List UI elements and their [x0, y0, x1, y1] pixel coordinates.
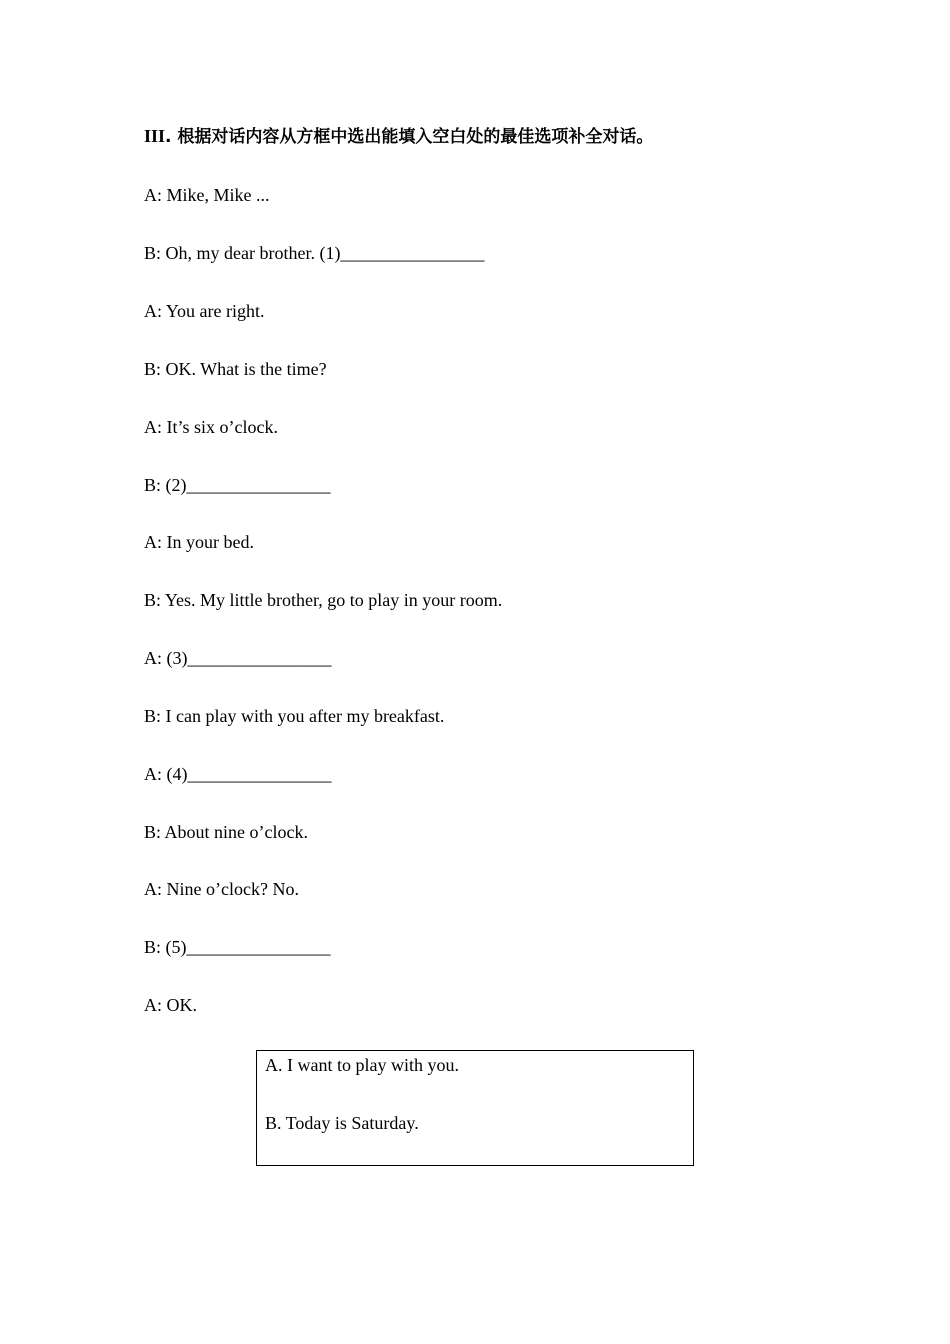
- dialogue-line: B: (2)________________: [144, 475, 331, 495]
- section-instruction: . 根据对话内容从方框中选出能填入空白处的最佳选项补全对话。: [165, 127, 654, 147]
- dialogue-line: B: Yes. My little brother, go to play in your room.: [144, 590, 503, 610]
- dialogue-line: A: Nine o’clock? No.: [144, 879, 299, 899]
- dialogue-line: B: Oh, my dear brother. (1)________________: [144, 243, 485, 263]
- dialogue-line: A: You are right.: [144, 301, 265, 321]
- dialogue-line: A: (3)________________: [144, 648, 332, 668]
- dialogue-line: B: I can play with you after my breakfast.: [144, 706, 445, 726]
- section-numeral: III: [144, 126, 166, 146]
- options-box: [256, 1050, 694, 1166]
- dialogue-line: B: (5)________________: [144, 937, 331, 957]
- dialogue-line: B: OK. What is the time?: [144, 359, 327, 379]
- option-a: A. I want to play with you.: [265, 1055, 459, 1075]
- dialogue-line: A: (4)________________: [144, 764, 332, 784]
- dialogue-line: B: About nine o’clock.: [144, 822, 308, 842]
- dialogue-line: A: It’s six o’clock.: [144, 417, 278, 437]
- dialogue-line: A: In your bed.: [144, 532, 254, 552]
- option-b: B. Today is Saturday.: [265, 1113, 419, 1133]
- dialogue-line: A: OK.: [144, 995, 197, 1015]
- dialogue-line: A: Mike, Mike ...: [144, 185, 270, 205]
- section-heading: [144, 124, 653, 149]
